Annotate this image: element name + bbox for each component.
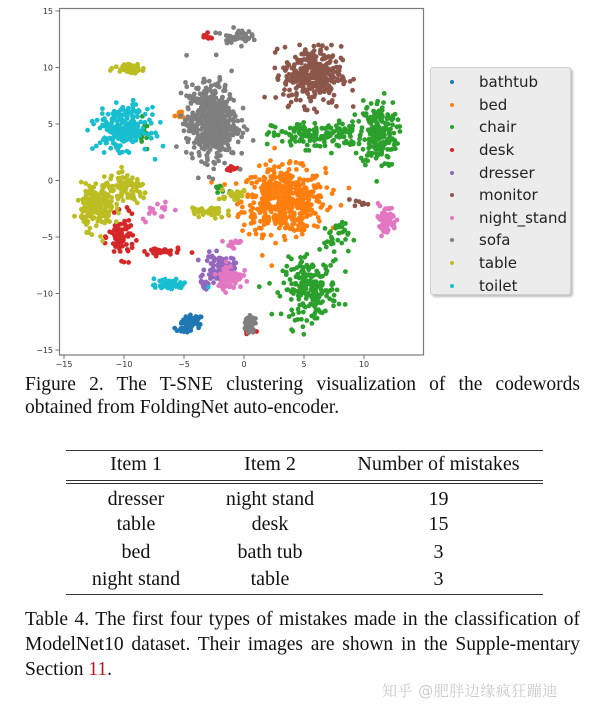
x-tick-label: −5 xyxy=(178,360,190,368)
cell-mistakes: 3 xyxy=(433,541,444,563)
series-bathtub xyxy=(172,313,203,335)
y-tick-label: 5 xyxy=(47,120,53,129)
legend-label: chair xyxy=(479,118,517,137)
legend-entry-monitor xyxy=(431,184,570,207)
legend-entry-bed xyxy=(431,94,570,117)
y-tick-label: −10 xyxy=(36,289,53,299)
x-tick-label: 0 xyxy=(241,360,247,368)
legend-label: sofa xyxy=(479,231,511,250)
legend-marker-icon xyxy=(450,80,454,84)
legend-entry-toilet xyxy=(431,274,570,297)
plot-frame xyxy=(60,9,424,356)
cell-item2: bath tub xyxy=(237,541,303,563)
scatter-points xyxy=(72,25,402,337)
legend-marker-icon xyxy=(450,193,454,197)
legend-label: bed xyxy=(479,95,508,114)
table-caption-text: Table 4. The first four types of mistakes made in the classification of ModelNet10 dataset. Their images are shown in the Supple-mentary Section xyxy=(25,609,580,680)
legend-entry-chair xyxy=(431,116,570,139)
x-tick-label: −15 xyxy=(55,360,73,368)
table-header-row xyxy=(66,451,543,482)
legend-entry-sofa xyxy=(431,229,570,252)
table-caption-end: . xyxy=(107,659,113,680)
table-row xyxy=(66,567,543,595)
y-tick-label: −15 xyxy=(36,346,53,355)
legend-label: bathtub xyxy=(479,73,539,92)
legend-label: desk xyxy=(479,141,515,160)
y-tick-label: 0 xyxy=(47,176,53,186)
y-axis-ticks xyxy=(36,7,59,355)
figure-caption: Figure 2. The T-SNE clustering visualization of the codewords obtained from FoldingNet auto-encoder. xyxy=(25,374,580,418)
cell-mistakes: 19 xyxy=(428,487,449,510)
cell-item1: night stand xyxy=(66,567,206,595)
legend-entry-dresser xyxy=(431,161,570,184)
cell-mistakes: 15 xyxy=(428,513,449,535)
x-tick-label: −10 xyxy=(115,360,133,368)
table-row xyxy=(66,511,543,539)
legend-marker-icon xyxy=(450,238,454,242)
column-header-mistakes: Number of mistakes xyxy=(334,451,543,482)
legend-marker-icon xyxy=(450,103,454,107)
legend-entry-night-stand xyxy=(431,207,570,230)
table-caption xyxy=(25,607,580,682)
section-reference-link[interactable]: 11 xyxy=(88,659,108,680)
chart-legend xyxy=(430,67,571,295)
x-tick-label: 5 xyxy=(301,360,307,368)
x-tick-label: 10 xyxy=(358,360,370,368)
y-tick-label: −5 xyxy=(41,233,53,242)
legend-label: table xyxy=(479,254,517,273)
legend-marker-icon xyxy=(450,125,454,129)
cell-mistakes: 3 xyxy=(334,567,543,595)
cell-item2: table xyxy=(206,567,334,595)
legend-label: dresser xyxy=(479,163,535,182)
column-header-item2: Item 2 xyxy=(206,451,334,482)
legend-label: night_stand xyxy=(479,208,568,227)
x-axis-ticks xyxy=(56,355,370,368)
cell-item2: desk xyxy=(251,513,289,535)
cell-item1: table xyxy=(116,513,156,535)
mistakes-table xyxy=(66,450,543,595)
y-tick-label: 10 xyxy=(42,63,53,73)
cell-item1: dresser xyxy=(107,487,165,510)
legend-marker-icon xyxy=(450,171,454,175)
y-tick-label: 15 xyxy=(42,7,53,16)
legend-label: monitor xyxy=(479,186,538,205)
legend-entry-desk xyxy=(431,139,570,162)
legend-entry-bathtub xyxy=(431,71,570,94)
legend-entry-table xyxy=(431,252,570,275)
zhihu-watermark: 知乎 @肥胖边缘疯狂蹦迪 xyxy=(382,682,558,700)
legend-marker-icon xyxy=(450,216,454,220)
scatter-plot xyxy=(0,0,430,368)
legend-marker-icon xyxy=(450,284,454,288)
legend-marker-icon xyxy=(450,261,454,265)
legend-label: toilet xyxy=(479,276,518,295)
column-header-item1: Item 1 xyxy=(66,451,206,482)
cell-item2: night stand xyxy=(225,487,315,510)
table-row xyxy=(66,482,543,511)
table-row xyxy=(66,539,543,567)
cell-item1: bed xyxy=(121,541,151,563)
legend-marker-icon xyxy=(450,148,454,152)
